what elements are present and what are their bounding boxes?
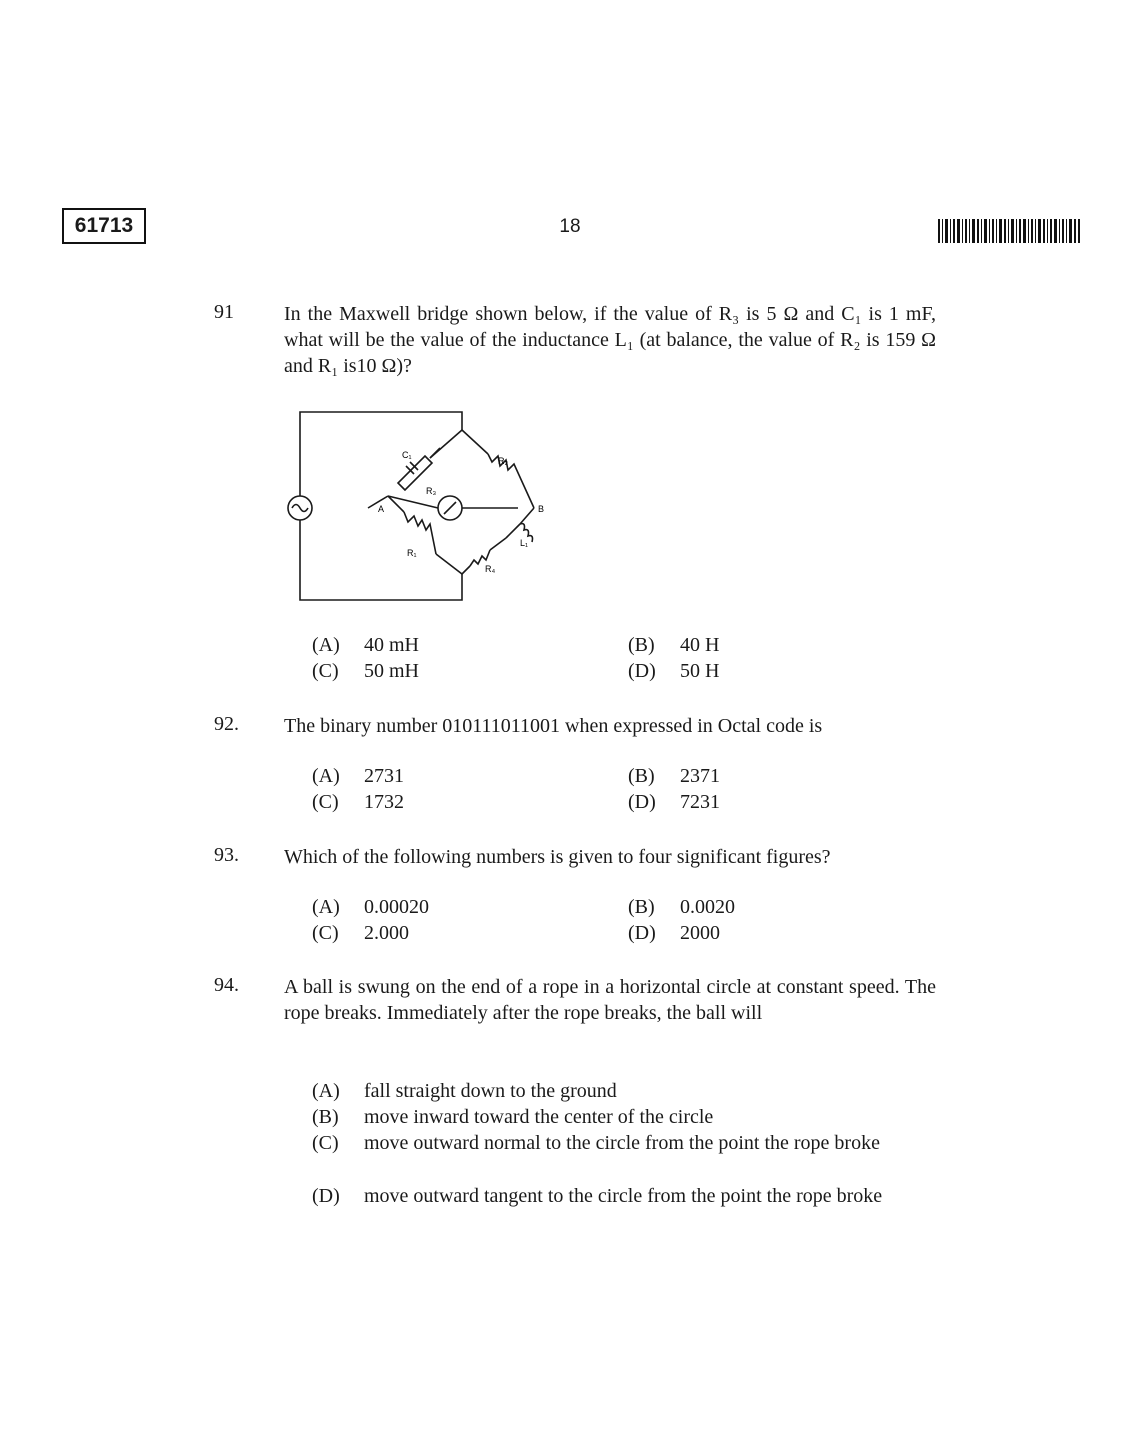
diagram-label-b: B: [538, 504, 545, 514]
question-94-option-b: (B) move inward toward the center of the circle: [312, 1106, 714, 1128]
diagram-label-c1: C₁: [402, 450, 412, 460]
diagram-label-r3: R₃: [426, 486, 437, 496]
question-94-option-a: (A) fall straight down to the ground: [312, 1080, 617, 1102]
question-94-option-d: (D) move outward tangent to the circle from the point the rope broke: [312, 1185, 883, 1207]
diagram-label-r4: R₄: [485, 564, 496, 574]
question-94-option-c: (C) move outward normal to the circle from the point the rope broke: [312, 1132, 880, 1154]
question-93-number: 93.: [214, 844, 239, 866]
page-number: 18: [559, 216, 581, 237]
question-93-text: Which of the following numbers is given to four significant figures?: [284, 846, 831, 868]
question-92-text: The binary number 010111011001 when expressed in Octal code is: [284, 715, 823, 737]
maxwell-bridge-diagram: [280, 400, 560, 612]
barcode-icon: [938, 219, 1080, 243]
question-91-text: In the Maxwell bridge shown below, if the value of R₃ is 5 Ω and C₁ is 1 mF, what will be the value of the inductance L₁ (at balance, the value of R₂ is 159 Ω and R₁ is10 Ω)?: [284, 303, 936, 377]
diagram-label-l1: L₁: [520, 538, 529, 548]
diagram-label-r1: R₁: [407, 548, 417, 558]
question-94-text: A ball is swung on the end of a rope in a horizontal circle at constant speed. The rope breaks. Immediately after the rope breaks, the ball will: [284, 976, 936, 1024]
paper-code: 61713: [62, 208, 146, 244]
question-91-number: 91: [214, 301, 234, 323]
diagram-label-r2: R₂: [498, 456, 508, 466]
question-92-number: 92.: [214, 713, 239, 735]
diagram-label-a: A: [378, 504, 385, 514]
question-94-number: 94.: [214, 974, 239, 996]
